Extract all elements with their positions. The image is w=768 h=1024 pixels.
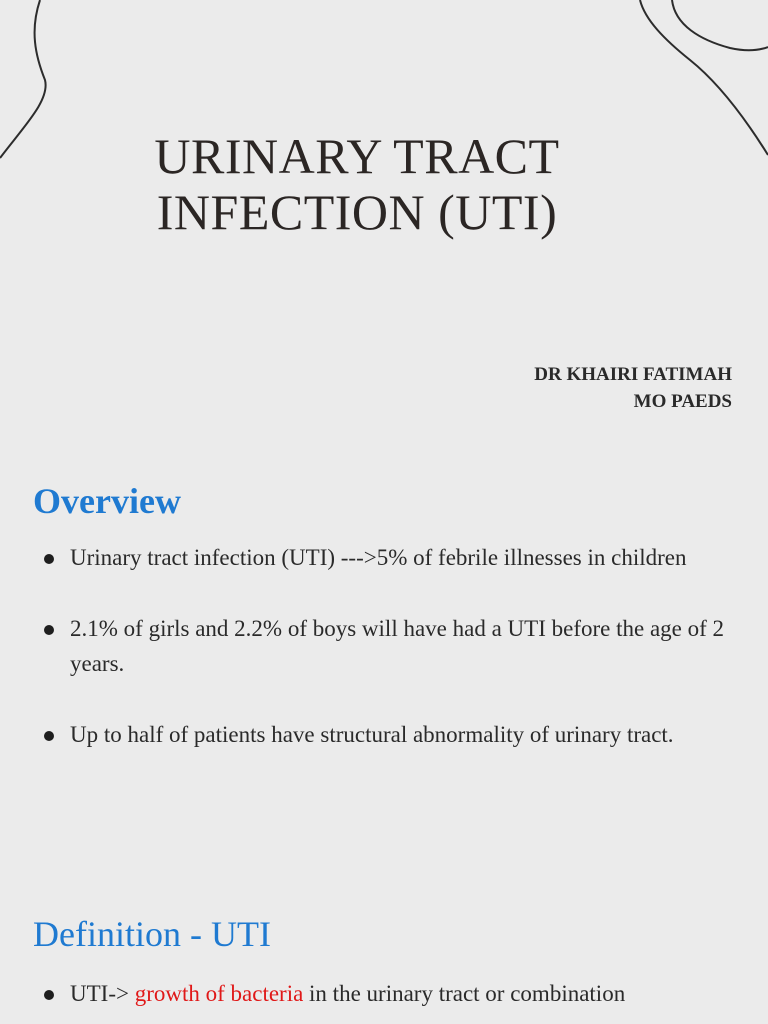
list-item	[0, 611, 730, 681]
list-item	[0, 540, 730, 575]
slide-title	[0, 128, 714, 240]
definition-bullet-prefix: UTI->	[70, 981, 135, 1006]
bullet-icon	[44, 990, 54, 1000]
author-name: DR KHAIRI FATIMAH	[534, 364, 732, 385]
bullet-icon	[44, 554, 54, 564]
definition-bullet-list	[0, 976, 730, 1011]
overview-bullet-list	[0, 540, 730, 788]
title-line-1: URINARY TRACT	[154, 128, 560, 184]
definition-bullet-highlight: growth of bacteria	[134, 981, 304, 1006]
list-item	[0, 717, 730, 752]
definition-heading: Definition - UTI	[33, 914, 271, 954]
bullet-icon	[44, 731, 54, 741]
overview-heading: Overview	[33, 481, 181, 521]
overview-bullet-text: 2.1% of girls and 2.2% of boys will have had a UTI before the age of 2 years.	[70, 616, 725, 676]
author-block	[534, 361, 732, 415]
definition-bullet-suffix: in the urinary tract or combination	[303, 981, 626, 1006]
overview-bullet-text: Up to half of patients have structural abnormality of urinary tract.	[70, 722, 674, 747]
bullet-icon	[44, 625, 54, 635]
title-line-2: INFECTION (UTI)	[156, 184, 558, 240]
list-item	[0, 976, 730, 1011]
author-role: MO PAEDS	[633, 391, 732, 412]
overview-bullet-text: Urinary tract infection (UTI) --->5% of febrile illnesses in children	[70, 545, 687, 570]
